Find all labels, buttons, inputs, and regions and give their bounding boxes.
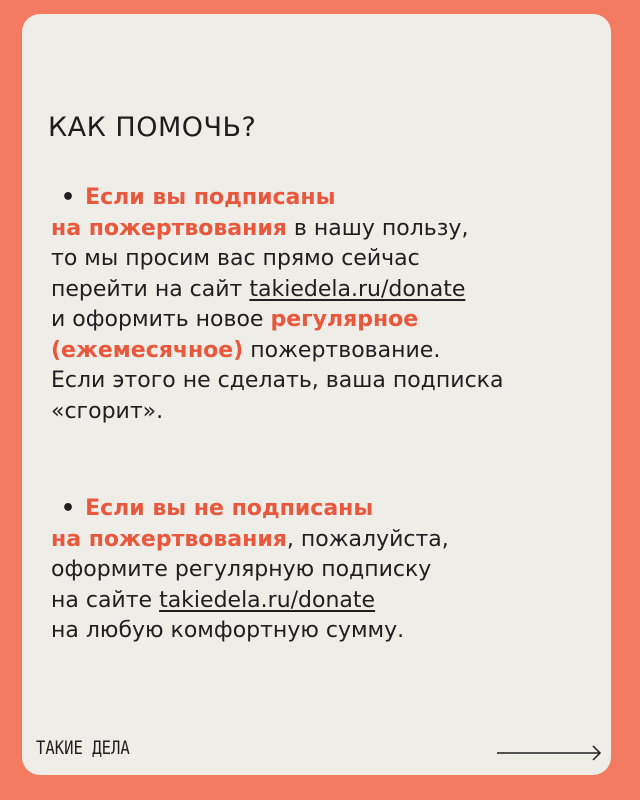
text-line [51, 275, 581, 306]
text-line: Если этого не сделать, ваша подписка [51, 368, 504, 393]
text-line: то мы просим вас прямо сейчас [51, 246, 420, 271]
highlight-text: (ежемесячное) [51, 337, 244, 363]
text-line [51, 305, 581, 336]
highlight-text: на пожертвования [51, 215, 287, 241]
highlight-text: Если вы подписаны [85, 185, 336, 210]
text-line [51, 214, 581, 245]
bullet-icon: • [61, 185, 76, 210]
highlight-text: регулярное [270, 307, 419, 332]
bullet-icon: • [61, 496, 76, 521]
text-line: «сгорит». [51, 398, 164, 424]
info-block-not-subscribed [51, 494, 581, 647]
bullet-heading-line [51, 183, 581, 214]
body-text: пожертвование. [243, 337, 441, 363]
text-line [51, 586, 581, 617]
body-text: на сайте [51, 587, 160, 613]
body-text: перейти на сайт [51, 276, 250, 302]
bullet-heading-line [51, 494, 581, 525]
highlight-text: на пожертвования [51, 526, 287, 552]
brand-logo: ТАКИЕ ДЕЛА [36, 737, 130, 759]
info-block-subscribed [51, 183, 581, 427]
page-title: КАК ПОМОЧЬ? [48, 112, 257, 143]
body-text: и оформить новое [51, 307, 271, 332]
arrow-right-icon[interactable] [497, 743, 603, 763]
donate-link[interactable]: takiedela.ru/donate [249, 276, 466, 302]
text-line [51, 336, 581, 367]
highlight-text: Если вы не подписаны [85, 496, 374, 521]
text-line: оформите регулярную подписку [51, 557, 432, 582]
body-text: в нашу пользу, [286, 215, 469, 241]
text-line [51, 525, 581, 556]
body-text: , пожалуйста, [286, 526, 449, 552]
text-line: на любую комфортную сумму. [51, 618, 405, 643]
donate-link[interactable]: takiedela.ru/donate [159, 587, 376, 613]
